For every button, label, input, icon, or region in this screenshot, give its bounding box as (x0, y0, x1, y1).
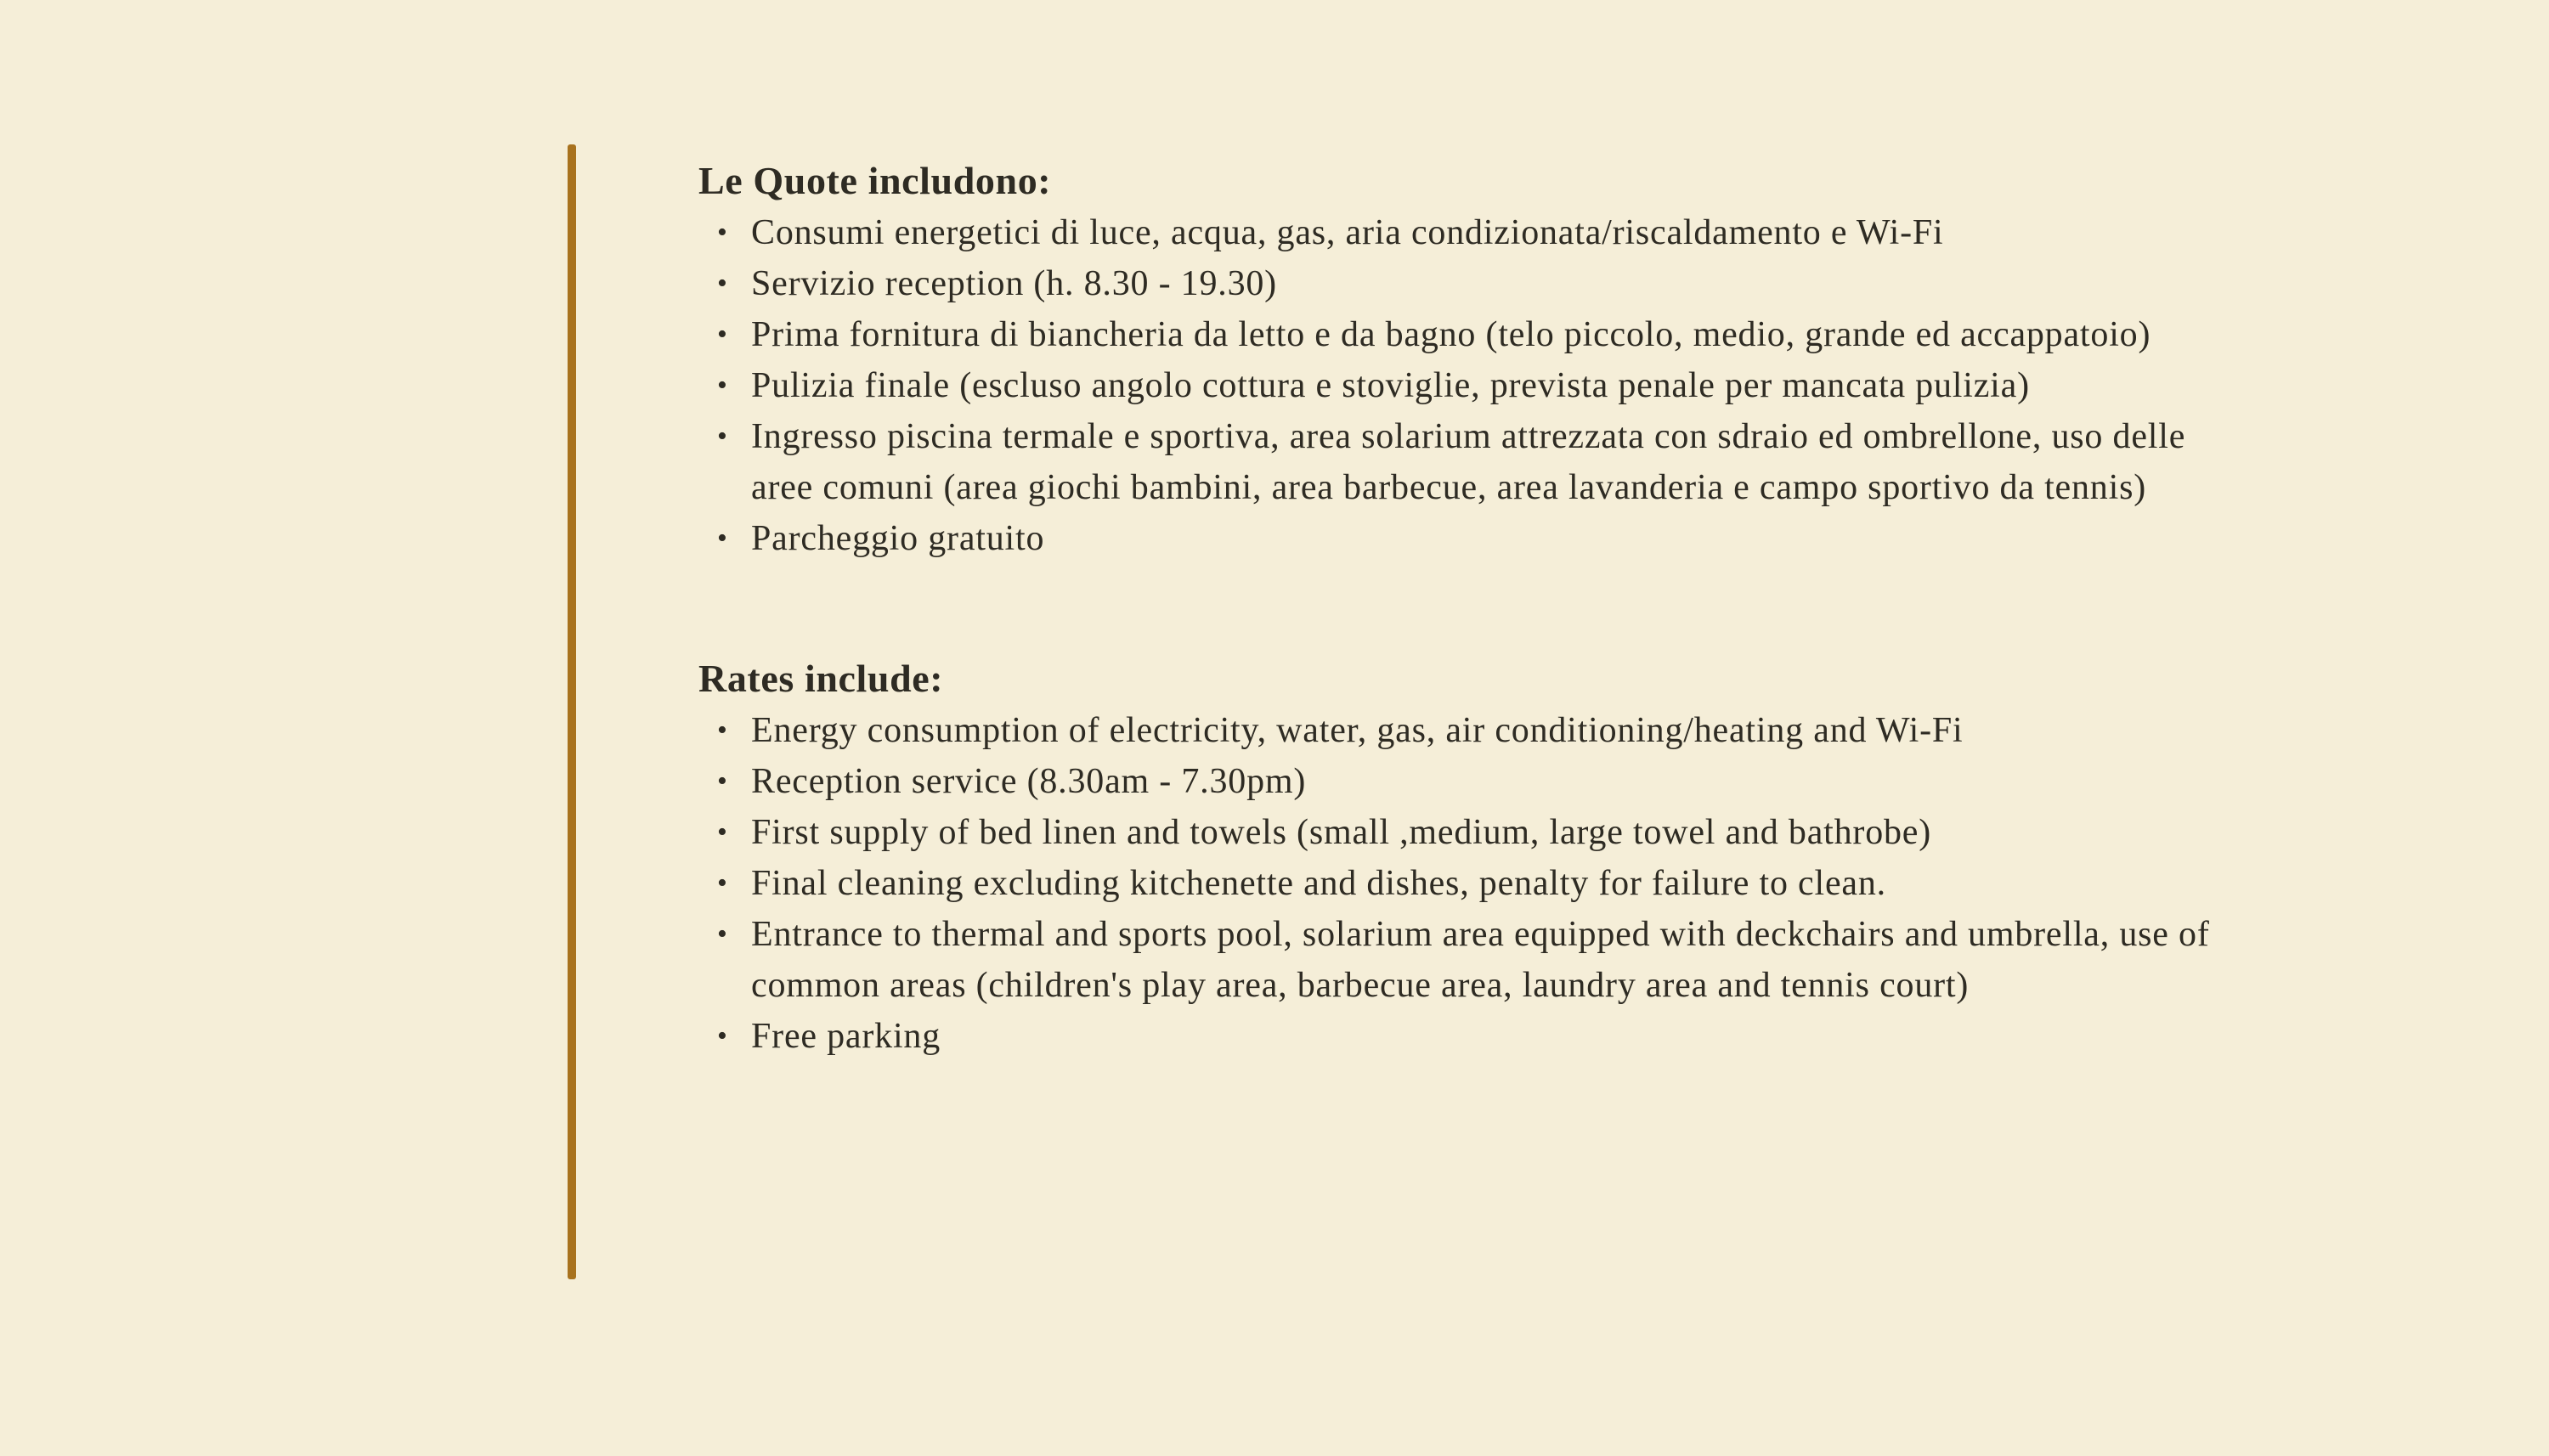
list-item-text: Prima fornitura di biancheria da letto e da bagno (telo piccolo, medio, grande ed accappatoio) (751, 315, 2151, 354)
list-item (698, 807, 2228, 858)
list-item-text: Reception service (8.30am - 7.30pm) (751, 762, 1307, 801)
list-item (698, 705, 2228, 756)
list-item (698, 207, 2228, 258)
section-title-english: Rates include: (698, 657, 944, 700)
section-italian (698, 155, 2228, 564)
vertical-accent-bar (568, 144, 576, 1279)
list-item (698, 258, 2228, 309)
english-item-list (698, 705, 2228, 1062)
bullet-icon: • (717, 1020, 728, 1052)
list-item (698, 909, 2228, 1011)
list-item (698, 858, 2228, 909)
section-english (698, 652, 2228, 1062)
bullet-icon: • (717, 420, 728, 452)
list-item-text: Final cleaning excluding kitchenette and dishes, penalty for failure to clean. (751, 864, 1886, 903)
list-item-text: Pulizia finale (escluso angolo cottura e stoviglie, prevista penale per mancata pulizia) (751, 366, 2030, 405)
list-item-text: Parcheggio gratuito (751, 519, 1045, 558)
bullet-icon: • (717, 765, 728, 797)
list-item-text: Consumi energetici di luce, acqua, gas, aria condizionata/riscaldamento e Wi-Fi (751, 213, 1944, 252)
italian-item-list (698, 207, 2228, 564)
list-item-text: First supply of bed linen and towels (small ,medium, large towel and bathrobe) (751, 813, 1932, 852)
list-item (698, 1011, 2228, 1062)
content-block (698, 155, 2228, 1062)
list-item (698, 513, 2228, 564)
list-item (698, 309, 2228, 360)
bullet-icon: • (717, 217, 728, 248)
bullet-icon: • (717, 268, 728, 299)
list-item-text: Energy consumption of electricity, water, gas, air conditioning/heating and Wi-Fi (751, 711, 1964, 750)
list-item-text: Ingresso piscina termale e sportiva, area solarium attrezzata con sdraio ed ombrellone, uso delle aree comuni (area giochi bambini, area barbecue, area lavanderia e campo sportivo da tennis) (751, 417, 2186, 507)
bullet-icon: • (717, 918, 728, 950)
list-item-text: Entrance to thermal and sports pool, solarium area equipped with deckchairs and umbrella, use of common areas (children's play area, barbecue area, laundry area and tennis court) (751, 915, 2210, 1005)
list-item (698, 360, 2228, 411)
list-item (698, 756, 2228, 807)
bullet-icon: • (717, 370, 728, 401)
bullet-icon: • (717, 319, 728, 350)
list-item-text: Free parking (751, 1017, 941, 1056)
section-title-italian: Le Quote includono: (698, 159, 1052, 202)
list-item-text: Servizio reception (h. 8.30 - 19.30) (751, 264, 1277, 303)
bullet-icon: • (717, 867, 728, 899)
bullet-icon: • (717, 522, 728, 554)
bullet-icon: • (717, 714, 728, 746)
bullet-icon: • (717, 816, 728, 848)
list-item (698, 411, 2228, 513)
